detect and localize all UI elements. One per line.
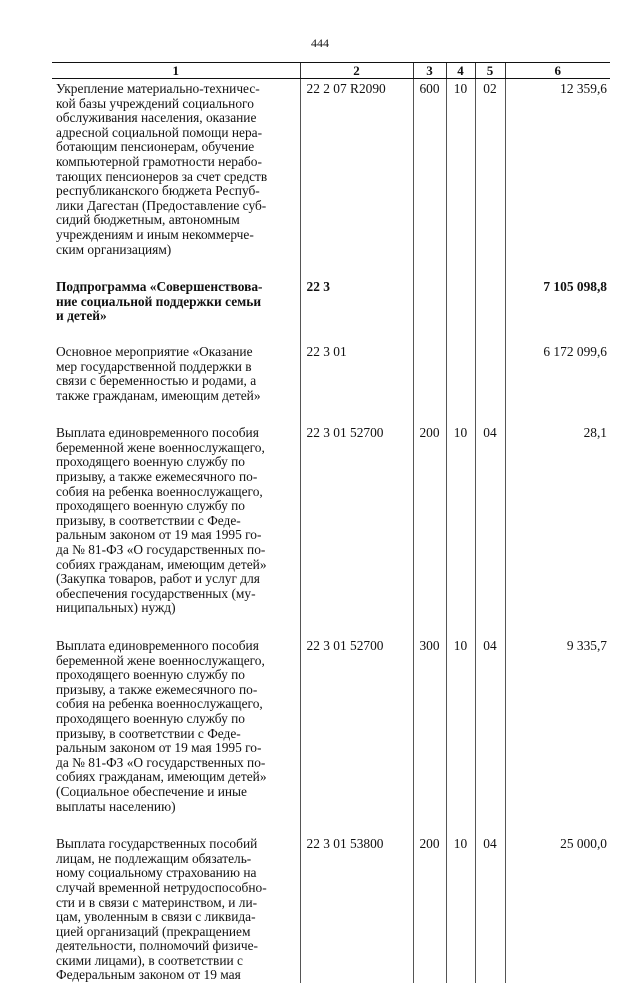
row-description (52, 342, 300, 423)
column-header: 3 (413, 63, 446, 79)
description-line: лицам, не подлежащим обязатель- (56, 850, 252, 866)
description-line: адресной социальной помощи нера- (56, 124, 263, 140)
row-code: 22 3 01 52700 (300, 423, 413, 636)
row-expense-type (413, 342, 446, 423)
row-amount: 9 335,7 (505, 636, 610, 834)
row-subsection: 04 (475, 423, 505, 636)
row-description (52, 79, 300, 278)
table-row (52, 423, 610, 636)
description-line: (Социальное обеспечение и иные (56, 783, 247, 799)
row-subsection: 04 (475, 834, 505, 983)
row-expense-type: 300 (413, 636, 446, 834)
description-line: беременной жене военнослужащего, (56, 652, 265, 668)
description-line: собия на ребенка военнослужащего, (56, 483, 263, 499)
row-section: 10 (446, 423, 475, 636)
row-code: 22 3 (300, 277, 413, 342)
description-line: ниципальных) нужд) (56, 600, 176, 616)
row-expense-type: 200 (413, 834, 446, 983)
description-line: собиях гражданам, имеющим детей» (56, 769, 267, 785)
description-line: проходящего военную службу по (56, 454, 245, 470)
table-row (52, 79, 610, 278)
row-expense-type: 600 (413, 79, 446, 278)
description-line: цам, уволенным в связи с ликвида- (56, 909, 256, 925)
row-code: 22 3 01 (300, 342, 413, 423)
row-code: 22 3 01 53800 (300, 834, 413, 983)
description-line: также гражданам, имеющим детей» (56, 387, 261, 403)
description-line: беременной жене военнослужащего, (56, 439, 265, 455)
description-line: компьютерной грамотности нерабо- (56, 153, 262, 169)
description-line: ному социальному страхованию на (56, 865, 257, 881)
description-line: ским организациям) (56, 241, 172, 257)
description-line: деятельности, полномочий физиче- (56, 938, 258, 954)
table-row (52, 636, 610, 834)
header-row (52, 63, 610, 79)
description-line: тающих пенсионеров за счет средств (56, 168, 268, 184)
row-amount: 6 172 099,6 (505, 342, 610, 423)
description-line: республиканского бюджета Респуб- (56, 183, 260, 199)
row-section: 10 (446, 834, 475, 983)
row-expense-type: 200 (413, 423, 446, 636)
table-row (52, 834, 610, 983)
description-line: сти и в связи с материнством, и ли- (56, 894, 258, 910)
table-row (52, 342, 610, 423)
description-line: кой базы учреждений социального (56, 95, 254, 111)
description-line: Выплата единовременного пособия (56, 638, 259, 653)
row-description (52, 277, 300, 342)
row-subsection (475, 342, 505, 423)
row-code: 22 3 01 52700 (300, 636, 413, 834)
description-line: Выплата единовременного пособия (56, 425, 259, 441)
description-line: Укрепление материально-техничес- (56, 81, 260, 96)
description-line: обеспечения государственных (му- (56, 585, 256, 601)
description-line: да № 81-ФЗ «О государственных по- (56, 754, 266, 770)
description-line: проходящего военную службу по (56, 667, 245, 683)
budget-table-container (52, 62, 610, 983)
row-description (52, 834, 300, 983)
description-line: ботающим пенсионерам, обучение (56, 139, 255, 155)
description-line: цией организаций (прекращением (56, 923, 251, 939)
row-subsection: 04 (475, 636, 505, 834)
description-line: учреждениям и иным некоммерче- (56, 226, 254, 242)
description-line: случай временной нетрудоспособно- (56, 879, 267, 895)
description-line: Федеральным законом от 19 мая (56, 967, 241, 983)
page-number: 444 (311, 36, 329, 50)
description-line: мер государственной поддержки в (56, 358, 252, 374)
description-line: проходящего военную службу по (56, 710, 245, 726)
row-section: 10 (446, 79, 475, 278)
column-header: 1 (52, 63, 300, 79)
description-line: Выплата государственных пособий (56, 836, 258, 852)
description-line: призыву, а также ежемесячного по- (56, 681, 258, 697)
row-section (446, 342, 475, 423)
column-header: 4 (446, 63, 475, 79)
description-line: да № 81-ФЗ «О государственных по- (56, 542, 266, 558)
description-line: скими лицами), в соответствии с (56, 952, 243, 968)
description-line: и детей» (56, 308, 107, 324)
column-header: 5 (475, 63, 505, 79)
description-line: призыву, в соответствии с Феде- (56, 725, 241, 741)
description-line: ние социальной поддержки семьи (56, 293, 262, 309)
description-line: (Закупка товаров, работ и услуг для (56, 571, 260, 587)
budget-table (52, 62, 610, 983)
description-line: связи с беременностью и родами, а (56, 373, 257, 389)
row-expense-type (413, 277, 446, 342)
row-section (446, 277, 475, 342)
column-header: 2 (300, 63, 413, 79)
row-amount: 12 359,6 (505, 79, 610, 278)
description-line: собиях гражданам, имеющим детей» (56, 556, 267, 572)
description-line: сидий бюджетным, автономным (56, 212, 240, 228)
row-description (52, 636, 300, 834)
description-line: обслуживания населения, оказание (56, 110, 257, 126)
description-line: Основное мероприятие «Оказание (56, 343, 253, 359)
row-amount: 25 000,0 (505, 834, 610, 983)
row-description (52, 423, 300, 636)
description-line: лики Дагестан (Предоставление суб- (56, 197, 267, 213)
row-section: 10 (446, 636, 475, 834)
row-code: 22 2 07 R2090 (300, 79, 413, 278)
description-line: ральным законом от 19 мая 1995 го- (56, 740, 262, 756)
table-row-subprogram (52, 277, 610, 342)
description-line: Подпрограмма «Совершенствова- (56, 279, 263, 295)
description-line: выплаты населению) (56, 798, 176, 814)
description-line: призыву, а также ежемесячного по- (56, 469, 258, 485)
description-line: ральным законом от 19 мая 1995 го- (56, 527, 262, 543)
row-amount: 28,1 (505, 423, 610, 636)
column-header: 6 (505, 63, 610, 79)
description-line: призыву, в соответствии с Феде- (56, 512, 241, 528)
description-line: собия на ребенка военнослужащего, (56, 696, 263, 712)
description-line: проходящего военную службу по (56, 498, 245, 514)
row-subsection: 02 (475, 79, 505, 278)
row-subsection (475, 277, 505, 342)
row-amount: 7 105 098,8 (505, 277, 610, 342)
